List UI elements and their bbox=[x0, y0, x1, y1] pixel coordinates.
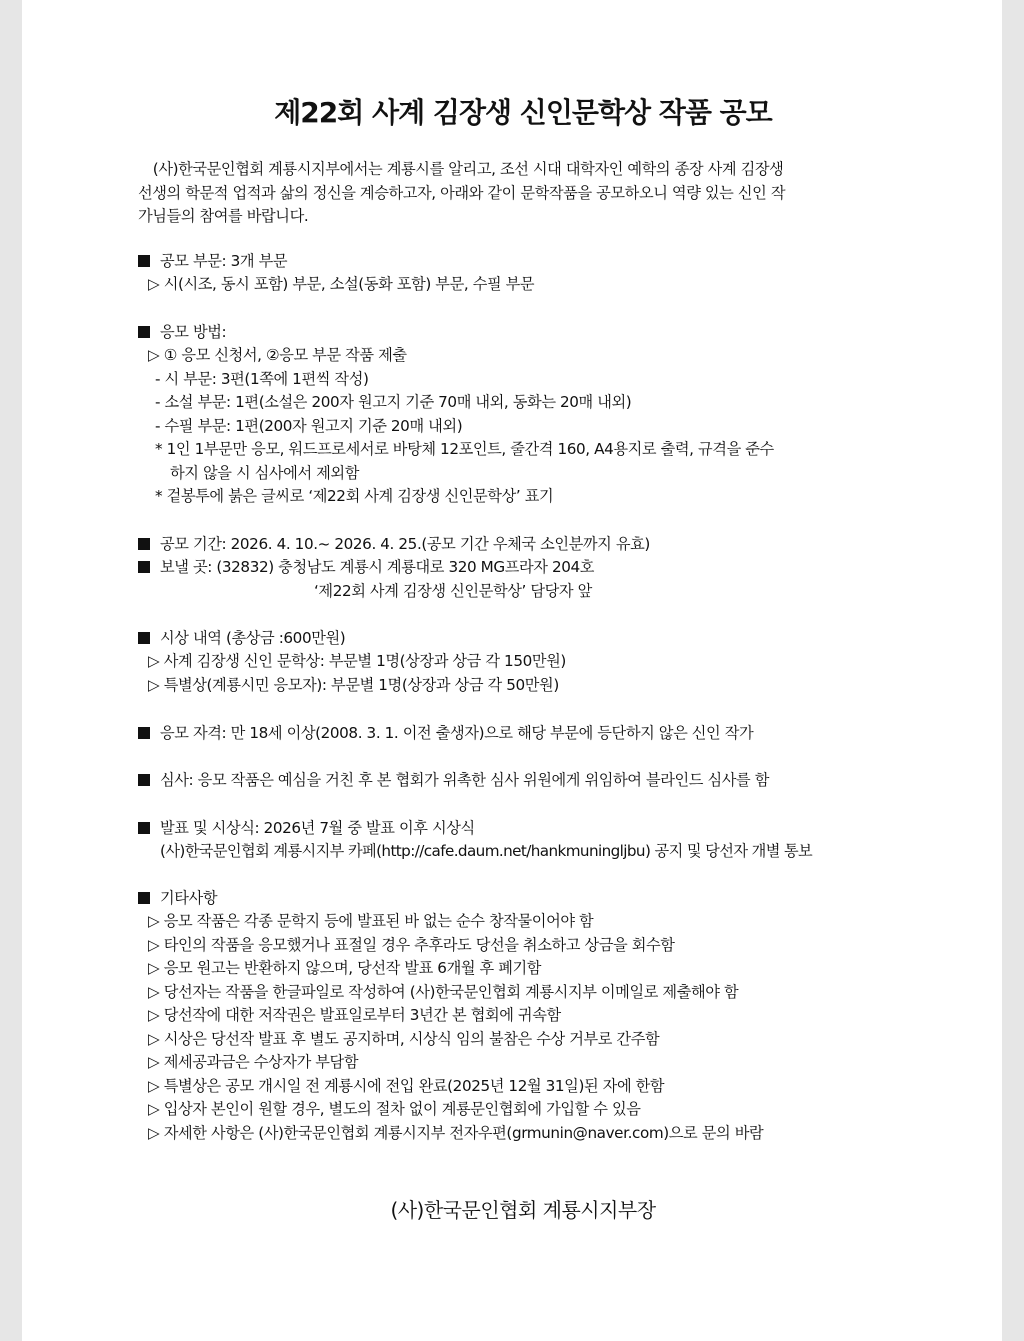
category-heading-text: 공모 부문: 3개 부문 bbox=[160, 252, 288, 270]
etc-item: ▷ 당선자는 작품을 한글파일로 작성하여 (사)한국문인협회 계룡시지부 이메일로 제출해야 함 bbox=[148, 983, 739, 1001]
method-item: 하지 않을 시 심사에서 제외함 bbox=[170, 464, 359, 482]
announce-heading bbox=[138, 817, 475, 841]
judging-text: 심사: 응모 작품은 예심을 거친 후 본 협회가 위촉한 심사 위원에게 위임하여 블라인드 심사를 함 bbox=[160, 771, 770, 789]
prize-item: ▷ 사계 김장생 신인 문학상: 부문별 1명(상장과 상금 각 150만원) bbox=[148, 652, 566, 670]
prize-heading bbox=[138, 627, 345, 651]
method-heading-text: 응모 방법: bbox=[160, 323, 227, 341]
category-item: ▷ 시(시조, 동시 포함) 부문, 소설(동화 포함) 부문, 수필 부문 bbox=[148, 275, 535, 293]
etc-item: ▷ 자세한 사항은 (사)한국문인협회 계룡시지부 전자우편(grmunin@naver.com)으로 문의 바람 bbox=[148, 1124, 764, 1142]
announce-heading-text: 발표 및 시상식: 2026년 7월 중 발표 이후 시상식 bbox=[160, 819, 475, 837]
etc-item: ▷ 입상자 본인이 원할 경우, 별도의 절차 없이 계룡문인협회에 가입할 수 있음 bbox=[148, 1100, 641, 1118]
method-item: - 수필 부문: 1편(200자 원고지 기준 20매 내외) bbox=[155, 417, 463, 435]
etc-heading bbox=[138, 887, 217, 911]
etc-item: ▷ 응모 작품은 각종 문학지 등에 발표된 바 없는 순수 창작물이어야 함 bbox=[148, 912, 594, 930]
period-text: 공모 기간: 2026. 4. 10.~ 2026. 4. 25.(공모 기간 우체국 소인분까지 유효) bbox=[160, 535, 650, 553]
method-heading bbox=[138, 321, 226, 345]
method-item: - 시 부문: 3편(1쪽에 1편씩 작성) bbox=[155, 370, 369, 388]
method-item: ▷ ① 응모 신청서, ②응모 부문 작품 제출 bbox=[148, 346, 407, 364]
address-recipient: ‘제22회 사계 김장생 신인문학상’ 담당자 앞 bbox=[314, 582, 592, 600]
intro-line: (사)한국문인협회 계룡시지부에서는 계룡시를 알리고, 조선 시대 대학자인 예학의 종장 사계 김장생 bbox=[138, 160, 784, 178]
bullet-square-icon bbox=[138, 632, 150, 644]
bullet-square-icon bbox=[138, 561, 150, 573]
method-item: - 소설 부문: 1편(소설은 200자 원고지 기준 70매 내외, 동화는 20매 내외) bbox=[155, 393, 632, 411]
etc-item: ▷ 특별상은 공모 개시일 전 계룡시에 전입 완료(2025년 12월 31일)된 자에 한함 bbox=[148, 1077, 665, 1095]
etc-item: ▷ 타인의 작품을 응모했거나 표절일 경우 추후라도 당선을 취소하고 상금을 회수함 bbox=[148, 936, 675, 954]
issuer-signature: (사)한국문인협회 계룡시지부장 bbox=[390, 1198, 656, 1222]
announce-detail: (사)한국문인협회 계룡시지부 카페(http://cafe.daum.net/hankmuningljbu) 공지 및 당선자 개별 통보 bbox=[160, 842, 813, 860]
bullet-square-icon bbox=[138, 538, 150, 550]
etc-item: ▷ 시상은 당선작 발표 후 별도 공지하며, 시상식 임의 불참은 수상 거부로 간주함 bbox=[148, 1030, 660, 1048]
prize-item: ▷ 특별상(계룡시민 응모자): 부문별 1명(상장과 상금 각 50만원) bbox=[148, 676, 559, 694]
bullet-square-icon bbox=[138, 774, 150, 786]
bullet-square-icon bbox=[138, 892, 150, 904]
document-page bbox=[22, 0, 1002, 1341]
intro-paragraph bbox=[138, 158, 908, 229]
method-item: * 1인 1부문만 응모, 워드프로세서로 바탕체 12포인트, 줄간격 160, A4용지로 출력, 규격을 준수 bbox=[155, 440, 774, 458]
bullet-square-icon bbox=[138, 326, 150, 338]
eligibility-line bbox=[138, 722, 753, 746]
etc-item: ▷ 응모 원고는 반환하지 않으며, 당선작 발표 6개월 후 폐기함 bbox=[148, 959, 542, 977]
etc-heading-text: 기타사항 bbox=[160, 889, 218, 907]
method-item: * 겉봉투에 붉은 글씨로 ‘제22회 사계 김장생 신인문학상’ 표기 bbox=[155, 487, 554, 505]
judging-line bbox=[138, 769, 769, 793]
prize-heading-text: 시상 내역 (총상금 :600만원) bbox=[160, 629, 346, 647]
etc-item: ▷ 제세공과금은 수상자가 부담함 bbox=[148, 1053, 359, 1071]
address-text: 보낼 곳: (32832) 충청남도 계룡시 계룡대로 320 MG프라자 204호 bbox=[160, 558, 595, 576]
bullet-square-icon bbox=[138, 727, 150, 739]
category-heading bbox=[138, 250, 287, 274]
address-line bbox=[138, 556, 594, 580]
period-line bbox=[138, 533, 650, 557]
bullet-square-icon bbox=[138, 255, 150, 267]
eligibility-text: 응모 자격: 만 18세 이상(2008. 3. 1. 이전 출생자)으로 해당 부문에 등단하지 않은 신인 작가 bbox=[160, 724, 754, 742]
etc-item: ▷ 당선작에 대한 저작권은 발표일로부터 3년간 본 협회에 귀속함 bbox=[148, 1006, 561, 1024]
bullet-square-icon bbox=[138, 822, 150, 834]
intro-line: 가님들의 참여를 바랍니다. bbox=[138, 207, 309, 225]
page-title: 제22회 사계 김장생 신인문학상 작품 공모 bbox=[274, 96, 772, 129]
intro-line: 선생의 학문적 업적과 삶의 정신을 계승하고자, 아래와 같이 문학작품을 공모하오니 역량 있는 신인 작 bbox=[138, 183, 786, 202]
